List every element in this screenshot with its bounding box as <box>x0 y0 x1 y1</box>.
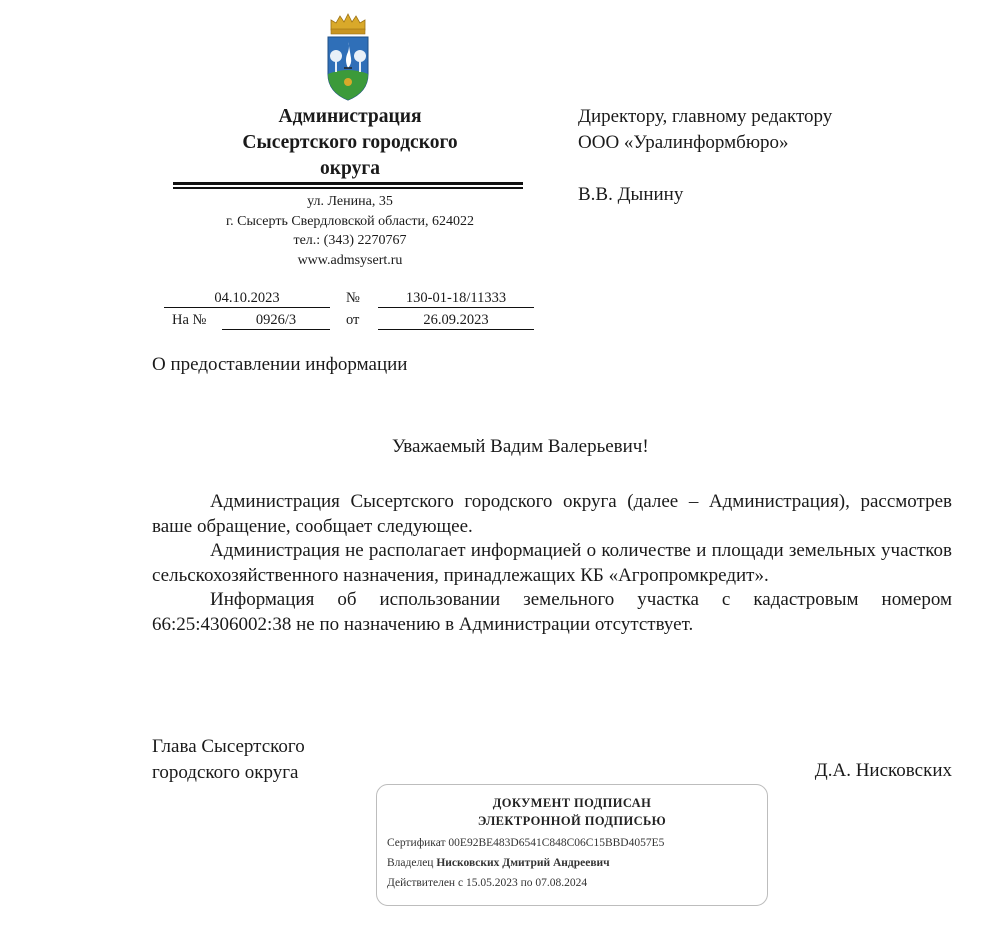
address-street: ул. Ленина, 35 <box>307 194 393 209</box>
body-paragraph: Администрация Сысертского городского округа (далее – Администрация), рассмотрев ваше обращение, сообщает следующее. <box>152 491 952 537</box>
reply-to-date: 26.09.2023 <box>378 312 534 330</box>
stamp-certificate <box>387 837 664 849</box>
outgoing-number: 130-01-18/11333 <box>378 290 534 308</box>
electronic-signature-stamp <box>376 784 768 906</box>
reply-to-label: На № <box>172 312 207 328</box>
reply-to-number: 0926/3 <box>222 312 330 330</box>
org-address <box>170 192 530 270</box>
owner-label: Владелец <box>387 857 434 869</box>
address-phone: тел.: (343) 2270767 <box>293 233 407 248</box>
signatory-title <box>152 734 305 786</box>
stamp-heading-line: ДОКУМЕНТ ПОДПИСАН <box>492 796 652 810</box>
org-name-line: округа <box>320 158 380 179</box>
addressee-line: ООО «Уралинформбюро» <box>578 132 789 153</box>
stamp-heading <box>377 794 767 830</box>
certificate-value: 00E92BE483D6541C848C06C15BBD4057E5 <box>448 837 665 849</box>
signatory-title-line: городского округа <box>152 762 299 783</box>
signatory-name: Д.А. Нисковских <box>814 760 952 781</box>
owner-value: Нисковских Дмитрий Андреевич <box>436 857 610 869</box>
body-paragraph: Информация об использовании земельного участка с кадастровым номером 66:25:4306002:38 не по назначению в Администрации отсутствует. <box>152 589 952 635</box>
signatory-title-line: Глава Сысертского <box>152 736 305 757</box>
from-label: от <box>346 312 360 328</box>
address-city: г. Сысерть Свердловской области, 624022 <box>226 213 474 229</box>
stamp-validity: Действителен с 15.05.2023 по 07.08.2024 <box>387 877 588 889</box>
org-name <box>170 104 530 182</box>
salutation: Уважаемый Вадим Валерьевич! <box>392 436 649 457</box>
header-divider <box>173 182 523 185</box>
addressee <box>578 104 832 156</box>
body-paragraph: Администрация не располагает информацией о количестве и площади земельных участков сельскохозяйственного назначения, принадлежащих КБ «Агропромкредит». <box>152 540 952 586</box>
letter-subject: О предоставлении информации <box>152 354 408 375</box>
coat-of-arms-icon <box>322 12 374 104</box>
address-website: www.admsysert.ru <box>297 252 403 268</box>
stamp-owner <box>387 857 610 869</box>
addressee-name: В.В. Дынину <box>578 184 684 205</box>
header-divider <box>173 187 523 189</box>
org-name-line: Администрация <box>278 106 422 127</box>
stamp-heading-line: ЭЛЕКТРОННОЙ ПОДПИСЬЮ <box>477 814 667 828</box>
org-name-line: Сысертского городского <box>242 132 458 153</box>
letter-body <box>152 490 952 637</box>
number-label: № <box>346 290 360 306</box>
addressee-line: Директору, главному редактору <box>578 106 833 127</box>
outgoing-date: 04.10.2023 <box>164 290 330 308</box>
certificate-label: Сертификат <box>387 837 446 849</box>
